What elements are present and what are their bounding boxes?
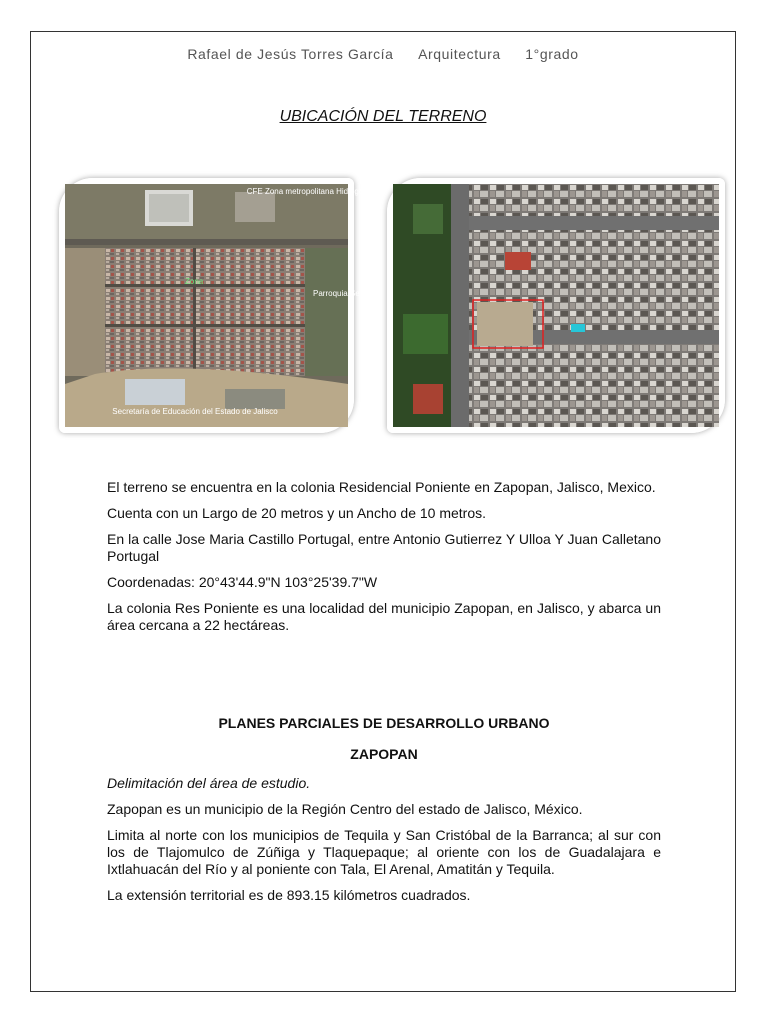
aerial-map-zone-image	[59, 178, 376, 433]
paragraph-region: Zapopan es un municipio de la Región Centro del estado de Jalisco, México.	[107, 801, 583, 817]
map-label-secretaria: Secretaría de Educación del Estado de Jalisco	[112, 407, 278, 416]
page-title: UBICACIÓN DEL TERRENO	[279, 108, 487, 125]
subject: Arquitectura	[418, 46, 501, 62]
zapopan-description	[107, 775, 661, 913]
paragraph-area: La colonia Res Poniente es una localidad del municipio Zapopan, en Jalisco, y abarca un área cercana a 22 hectáreas.	[107, 600, 661, 633]
section-title-zapopan: ZAPOPAN	[350, 746, 418, 762]
document-page	[30, 31, 736, 992]
paragraph-coordinates: Coordenadas: 20°43'44.9"N 103°25'39.7"W	[107, 574, 378, 590]
page-header	[31, 46, 735, 62]
paragraph-extension: La extensión territorial es de 893.15 kilómetros cuadrados.	[107, 887, 471, 903]
paragraph-limits: Limita al norte con los municipios de Tequila y San Cristóbal de la Barranca; al sur con los de Tlajomulco de Zúñiga y Tlaquepaque; al oriente con los de Guadalajara e Ixtlahuacán del Río y al poniente con Tala, El Arenal, Amatitán y Tequila.	[107, 827, 661, 877]
terrain-description	[107, 479, 661, 643]
paragraph-dimensions: Cuenta con un Largo de 20 metros y un Ancho de 10 metros.	[107, 505, 487, 521]
aerial-map-lot-image	[387, 178, 725, 433]
section-title-planes: PLANES PARCIALES DE DESARROLLO URBANO	[218, 715, 550, 731]
paragraph-location: El terreno se encuentra en la colonia Residencial Poniente en Zapopan, Jalisco, Mexico.	[107, 479, 656, 495]
grade: 1°grado	[525, 46, 579, 62]
map-label-cfe: CFE Zona metropolitana Hidalgo	[246, 187, 364, 196]
map-label-parroquia: Parroquia Señora	[313, 289, 376, 298]
section-subtitle: Delimitación del área de estudio.	[107, 775, 311, 791]
map-label-zona: Zona	[185, 277, 204, 286]
author-name: Rafael de Jesús Torres García	[187, 46, 394, 62]
paragraph-street: En la calle Jose Maria Castillo Portugal, entre Antonio Gutierrez Y Ulloa Y Juan Calletano Portugal	[107, 531, 661, 564]
